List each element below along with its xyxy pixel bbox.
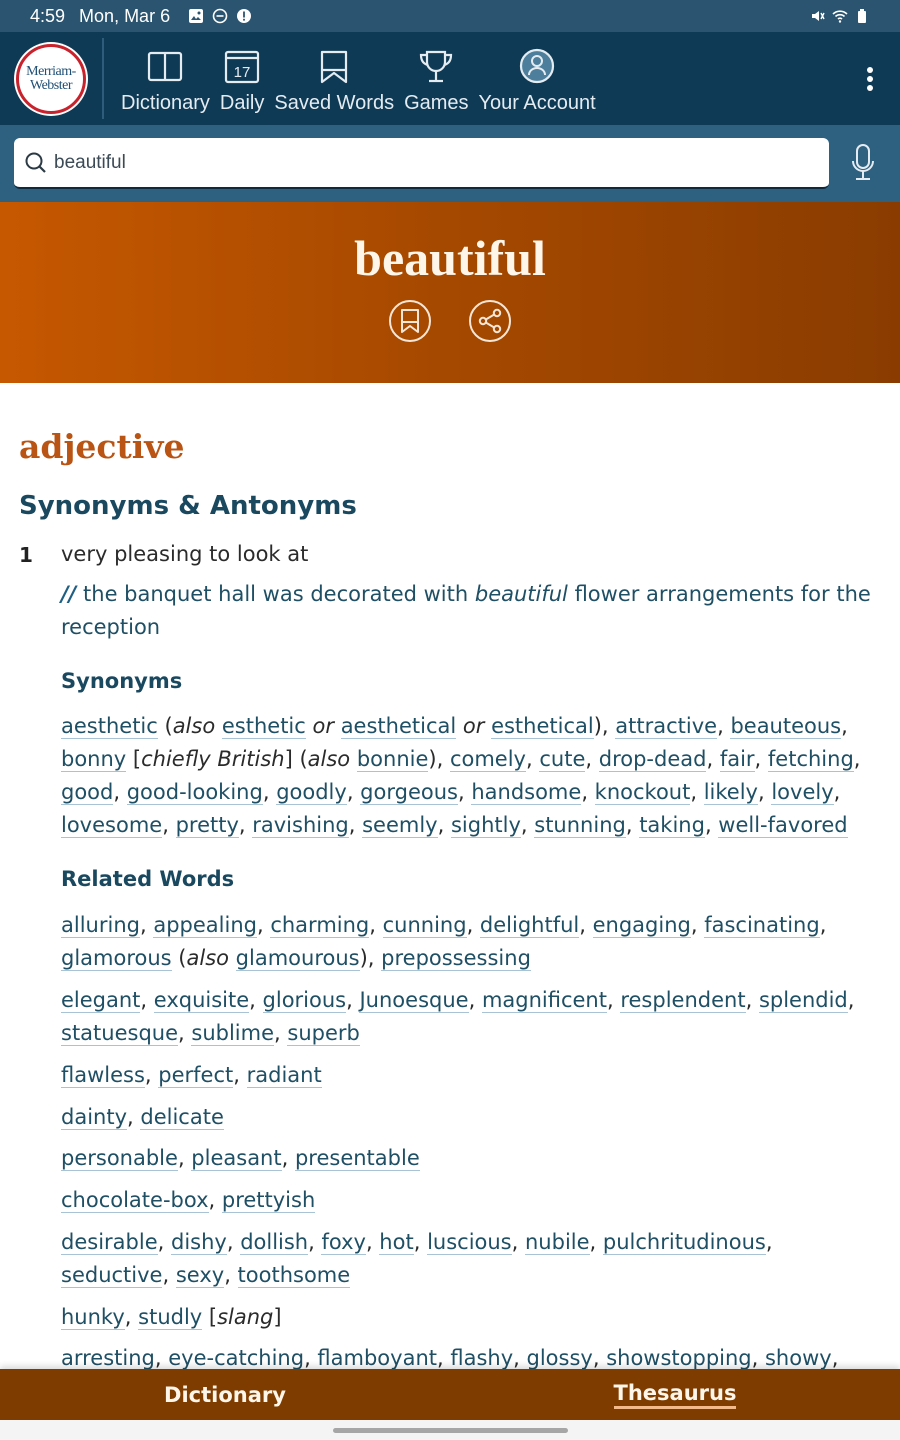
- related-group: desirable, dishy, dollish, foxy, hot, luscious, nubile, pulchritudinous, seductive, sexy, toothsome: [61, 1230, 773, 1287]
- home-gesture-handle[interactable]: [333, 1428, 568, 1433]
- share-button[interactable]: [469, 300, 511, 342]
- word-link[interactable]: sexy: [175, 1263, 225, 1287]
- word-link[interactable]: ravishing: [252, 813, 349, 837]
- word-link[interactable]: dollish: [240, 1230, 309, 1254]
- search-icon: [24, 151, 48, 175]
- word-link[interactable]: flawless: [61, 1063, 145, 1087]
- nav-label: Your Account: [478, 92, 596, 114]
- tab-label: Dictionary: [164, 1382, 286, 1407]
- word-link[interactable]: delicate: [140, 1105, 224, 1129]
- logo-container: [0, 38, 104, 119]
- word-link[interactable]: stunning: [534, 813, 626, 837]
- word-link[interactable]: magnificent: [481, 988, 607, 1012]
- synonyms-list: aesthetic (also esthetic or aesthetical or esthetical), attractive, beauteous, bonny [chiefly British] (also bonnie), comely, cute, drop-dead, fair, fetching, good, good-looking, goodly, gorgeous, handsome, knockout, likely, lovely, lovesome, pretty, ravishing, seemly, sightly, stunning, taking, well-favored: [61, 714, 861, 837]
- bookmark-icon: [399, 308, 421, 334]
- nav-item-saved-words[interactable]: [269, 32, 399, 125]
- word-link[interactable]: resplendent: [620, 988, 746, 1012]
- word-link[interactable]: cunning: [382, 913, 467, 937]
- example-text: the banquet hall was decorated with: [76, 582, 475, 606]
- word-link[interactable]: beauteous: [730, 714, 842, 738]
- merriam-webster-logo[interactable]: [16, 44, 86, 114]
- word-link[interactable]: esthetic: [221, 714, 306, 738]
- word-link[interactable]: toothsome: [237, 1263, 351, 1287]
- mute-icon: [810, 8, 826, 24]
- word-hero: [0, 202, 900, 383]
- word-link[interactable]: prepossessing: [381, 946, 531, 970]
- word-link[interactable]: comely: [449, 747, 526, 771]
- word-link[interactable]: well-favored: [718, 813, 848, 837]
- word-link[interactable]: esthetical: [491, 714, 594, 738]
- status-date: Mon, Mar 6: [79, 5, 171, 26]
- tab-thesaurus[interactable]: [450, 1369, 900, 1420]
- word-link[interactable]: luscious: [427, 1230, 512, 1254]
- word-link[interactable]: engaging: [592, 913, 691, 937]
- word-link[interactable]: radiant: [246, 1063, 322, 1087]
- book-icon: [147, 50, 183, 84]
- word-link[interactable]: taking: [639, 813, 705, 837]
- nav-label: Games: [404, 92, 469, 114]
- image-notification-icon: [188, 8, 204, 24]
- word-link[interactable]: studly: [138, 1305, 203, 1329]
- headword: beautiful: [354, 230, 546, 286]
- word-link[interactable]: good: [61, 780, 114, 804]
- related-group: alluring, appealing, charming, cunning, delightful, engaging, fascinating, glamorous (also glamourous), prepossessing: [61, 913, 827, 970]
- word-link[interactable]: flashy: [450, 1346, 514, 1369]
- tab-label-active: Thesaurus: [614, 1381, 737, 1409]
- word-link[interactable]: fetching: [767, 747, 854, 771]
- word-link[interactable]: cute: [539, 747, 586, 771]
- word-link[interactable]: aesthetic: [61, 714, 158, 738]
- voice-search-button[interactable]: [850, 143, 876, 187]
- search-input[interactable]: [54, 152, 814, 174]
- example-headword: beautiful: [474, 582, 568, 606]
- word-link[interactable]: alluring: [61, 913, 140, 937]
- word-link[interactable]: gorgeous: [360, 780, 458, 804]
- word-link[interactable]: hunky: [61, 1305, 125, 1329]
- word-link[interactable]: appealing: [153, 913, 257, 937]
- related-group: elegant, exquisite, glorious, Junoesque, magnificent, resplendent, splendid, statuesque, sublime, superb: [61, 988, 855, 1045]
- related-group: chocolate-box, prettyish: [61, 1188, 316, 1212]
- word-link[interactable]: showy: [764, 1346, 832, 1369]
- more-options-button[interactable]: [840, 32, 900, 125]
- wifi-icon: [832, 8, 848, 24]
- word-link[interactable]: handsome: [471, 780, 582, 804]
- word-link[interactable]: hot: [379, 1230, 414, 1254]
- status-time: 4:59: [30, 5, 66, 26]
- word-link[interactable]: dainty: [61, 1105, 128, 1129]
- word-link[interactable]: glorious: [262, 988, 347, 1012]
- word-link[interactable]: seemly: [362, 813, 438, 837]
- word-link[interactable]: nubile: [525, 1230, 590, 1254]
- related-group: arresting, eye-catching, flamboyant, flashy, glossy, showstopping, showy,: [61, 1346, 839, 1369]
- word-link[interactable]: flamboyant: [317, 1346, 437, 1369]
- word-link[interactable]: sightly: [450, 813, 521, 837]
- word-link[interactable]: delightful: [479, 913, 580, 937]
- word-link[interactable]: lovely: [771, 780, 834, 804]
- account-icon: [519, 48, 555, 84]
- word-link[interactable]: glamourous: [235, 946, 360, 970]
- part-of-speech: adjective: [19, 427, 185, 466]
- nav-item-dictionary[interactable]: [116, 32, 215, 125]
- word-link[interactable]: personable: [61, 1146, 178, 1170]
- bookmark-icon: [316, 50, 352, 84]
- word-link[interactable]: goodly: [276, 780, 347, 804]
- word-link[interactable]: glossy: [526, 1346, 593, 1369]
- search-band: [0, 125, 900, 202]
- word-link[interactable]: sublime: [191, 1021, 275, 1045]
- search-box[interactable]: [14, 138, 829, 189]
- example-text: flower arrangements for the reception: [61, 582, 871, 639]
- word-link[interactable]: desirable: [61, 1230, 158, 1254]
- word-link[interactable]: drop-dead: [598, 747, 707, 771]
- word-link[interactable]: foxy: [321, 1230, 366, 1254]
- bottom-tab-bar: [0, 1369, 900, 1420]
- example-marker: //: [61, 582, 77, 606]
- battery-icon: [854, 8, 870, 24]
- hero-actions: [0, 300, 900, 342]
- word-link[interactable]: Junoesque: [359, 988, 469, 1012]
- word-link[interactable]: presentable: [294, 1146, 420, 1170]
- usage-example: [61, 578, 871, 644]
- status-bar: [0, 0, 900, 32]
- word-link[interactable]: aesthetical: [340, 714, 457, 738]
- do-not-disturb-icon: [212, 8, 228, 24]
- word-link[interactable]: charming: [270, 913, 370, 937]
- sense-definition: very pleasing to look at: [61, 542, 309, 566]
- related-group: dainty, delicate: [61, 1105, 224, 1129]
- save-word-button[interactable]: [389, 300, 431, 342]
- word-link[interactable]: pulchritudinous: [602, 1230, 766, 1254]
- word-link[interactable]: perfect: [158, 1063, 234, 1087]
- logo-line-1: Merriam-: [26, 63, 76, 79]
- related-group: personable, pleasant, presentable: [61, 1146, 420, 1170]
- synonyms-heading: Synonyms: [61, 669, 183, 693]
- word-link[interactable]: eye-catching: [168, 1346, 305, 1369]
- nav-label: Saved Words: [274, 92, 395, 114]
- word-link[interactable]: pretty: [175, 813, 239, 837]
- word-link[interactable]: good-looking: [126, 780, 263, 804]
- nav-items: [104, 32, 601, 125]
- gesture-bar: [0, 1420, 900, 1440]
- word-link[interactable]: fascinating: [704, 913, 820, 937]
- nav-label: Dictionary: [121, 92, 210, 114]
- calendar-icon: [224, 50, 260, 84]
- word-link[interactable]: bonny: [61, 747, 127, 771]
- logo-line-2: Webster: [29, 77, 73, 93]
- word-link[interactable]: attractive: [615, 714, 718, 738]
- nav-label: Daily: [219, 92, 265, 114]
- related-words-heading: Related Words: [61, 867, 235, 891]
- word-link[interactable]: bonnie: [356, 747, 429, 771]
- sense-number: 1: [19, 543, 33, 567]
- nav-item-your-account[interactable]: [474, 32, 601, 125]
- word-link[interactable]: exquisite: [153, 988, 250, 1012]
- alert-icon: [236, 8, 252, 24]
- share-icon: [477, 308, 503, 334]
- word-link[interactable]: showstopping: [606, 1346, 752, 1369]
- word-link[interactable]: likely: [703, 780, 758, 804]
- nav-item-games[interactable]: [399, 32, 473, 125]
- nav-item-daily[interactable]: [215, 32, 269, 125]
- word-link[interactable]: prettyish: [221, 1188, 316, 1212]
- word-link[interactable]: statuesque: [61, 1021, 179, 1045]
- section-title: Synonyms & Antonyms: [19, 491, 357, 521]
- word-link[interactable]: seductive: [61, 1263, 163, 1287]
- tab-dictionary[interactable]: [0, 1369, 450, 1420]
- word-link[interactable]: fair: [719, 747, 755, 771]
- word-link[interactable]: pleasant: [191, 1146, 282, 1170]
- top-nav: [0, 32, 900, 125]
- word-link[interactable]: superb: [287, 1021, 360, 1045]
- word-link[interactable]: glamorous: [61, 946, 172, 970]
- trophy-icon: [418, 50, 454, 84]
- related-group: hunky, studly [slang]: [61, 1305, 282, 1329]
- svg-text:17: 17: [233, 64, 251, 81]
- kebab-menu-icon: [866, 66, 874, 92]
- entry-content: [0, 383, 900, 1369]
- word-link[interactable]: arresting: [61, 1346, 155, 1369]
- word-link[interactable]: elegant: [61, 988, 141, 1012]
- word-link[interactable]: knockout: [594, 780, 691, 804]
- microphone-icon: [850, 143, 876, 183]
- word-link[interactable]: dishy: [170, 1230, 227, 1254]
- related-group: flawless, perfect, radiant: [61, 1063, 322, 1087]
- word-link[interactable]: chocolate-box: [61, 1188, 209, 1212]
- word-link[interactable]: splendid: [758, 988, 848, 1012]
- word-link[interactable]: lovesome: [61, 813, 163, 837]
